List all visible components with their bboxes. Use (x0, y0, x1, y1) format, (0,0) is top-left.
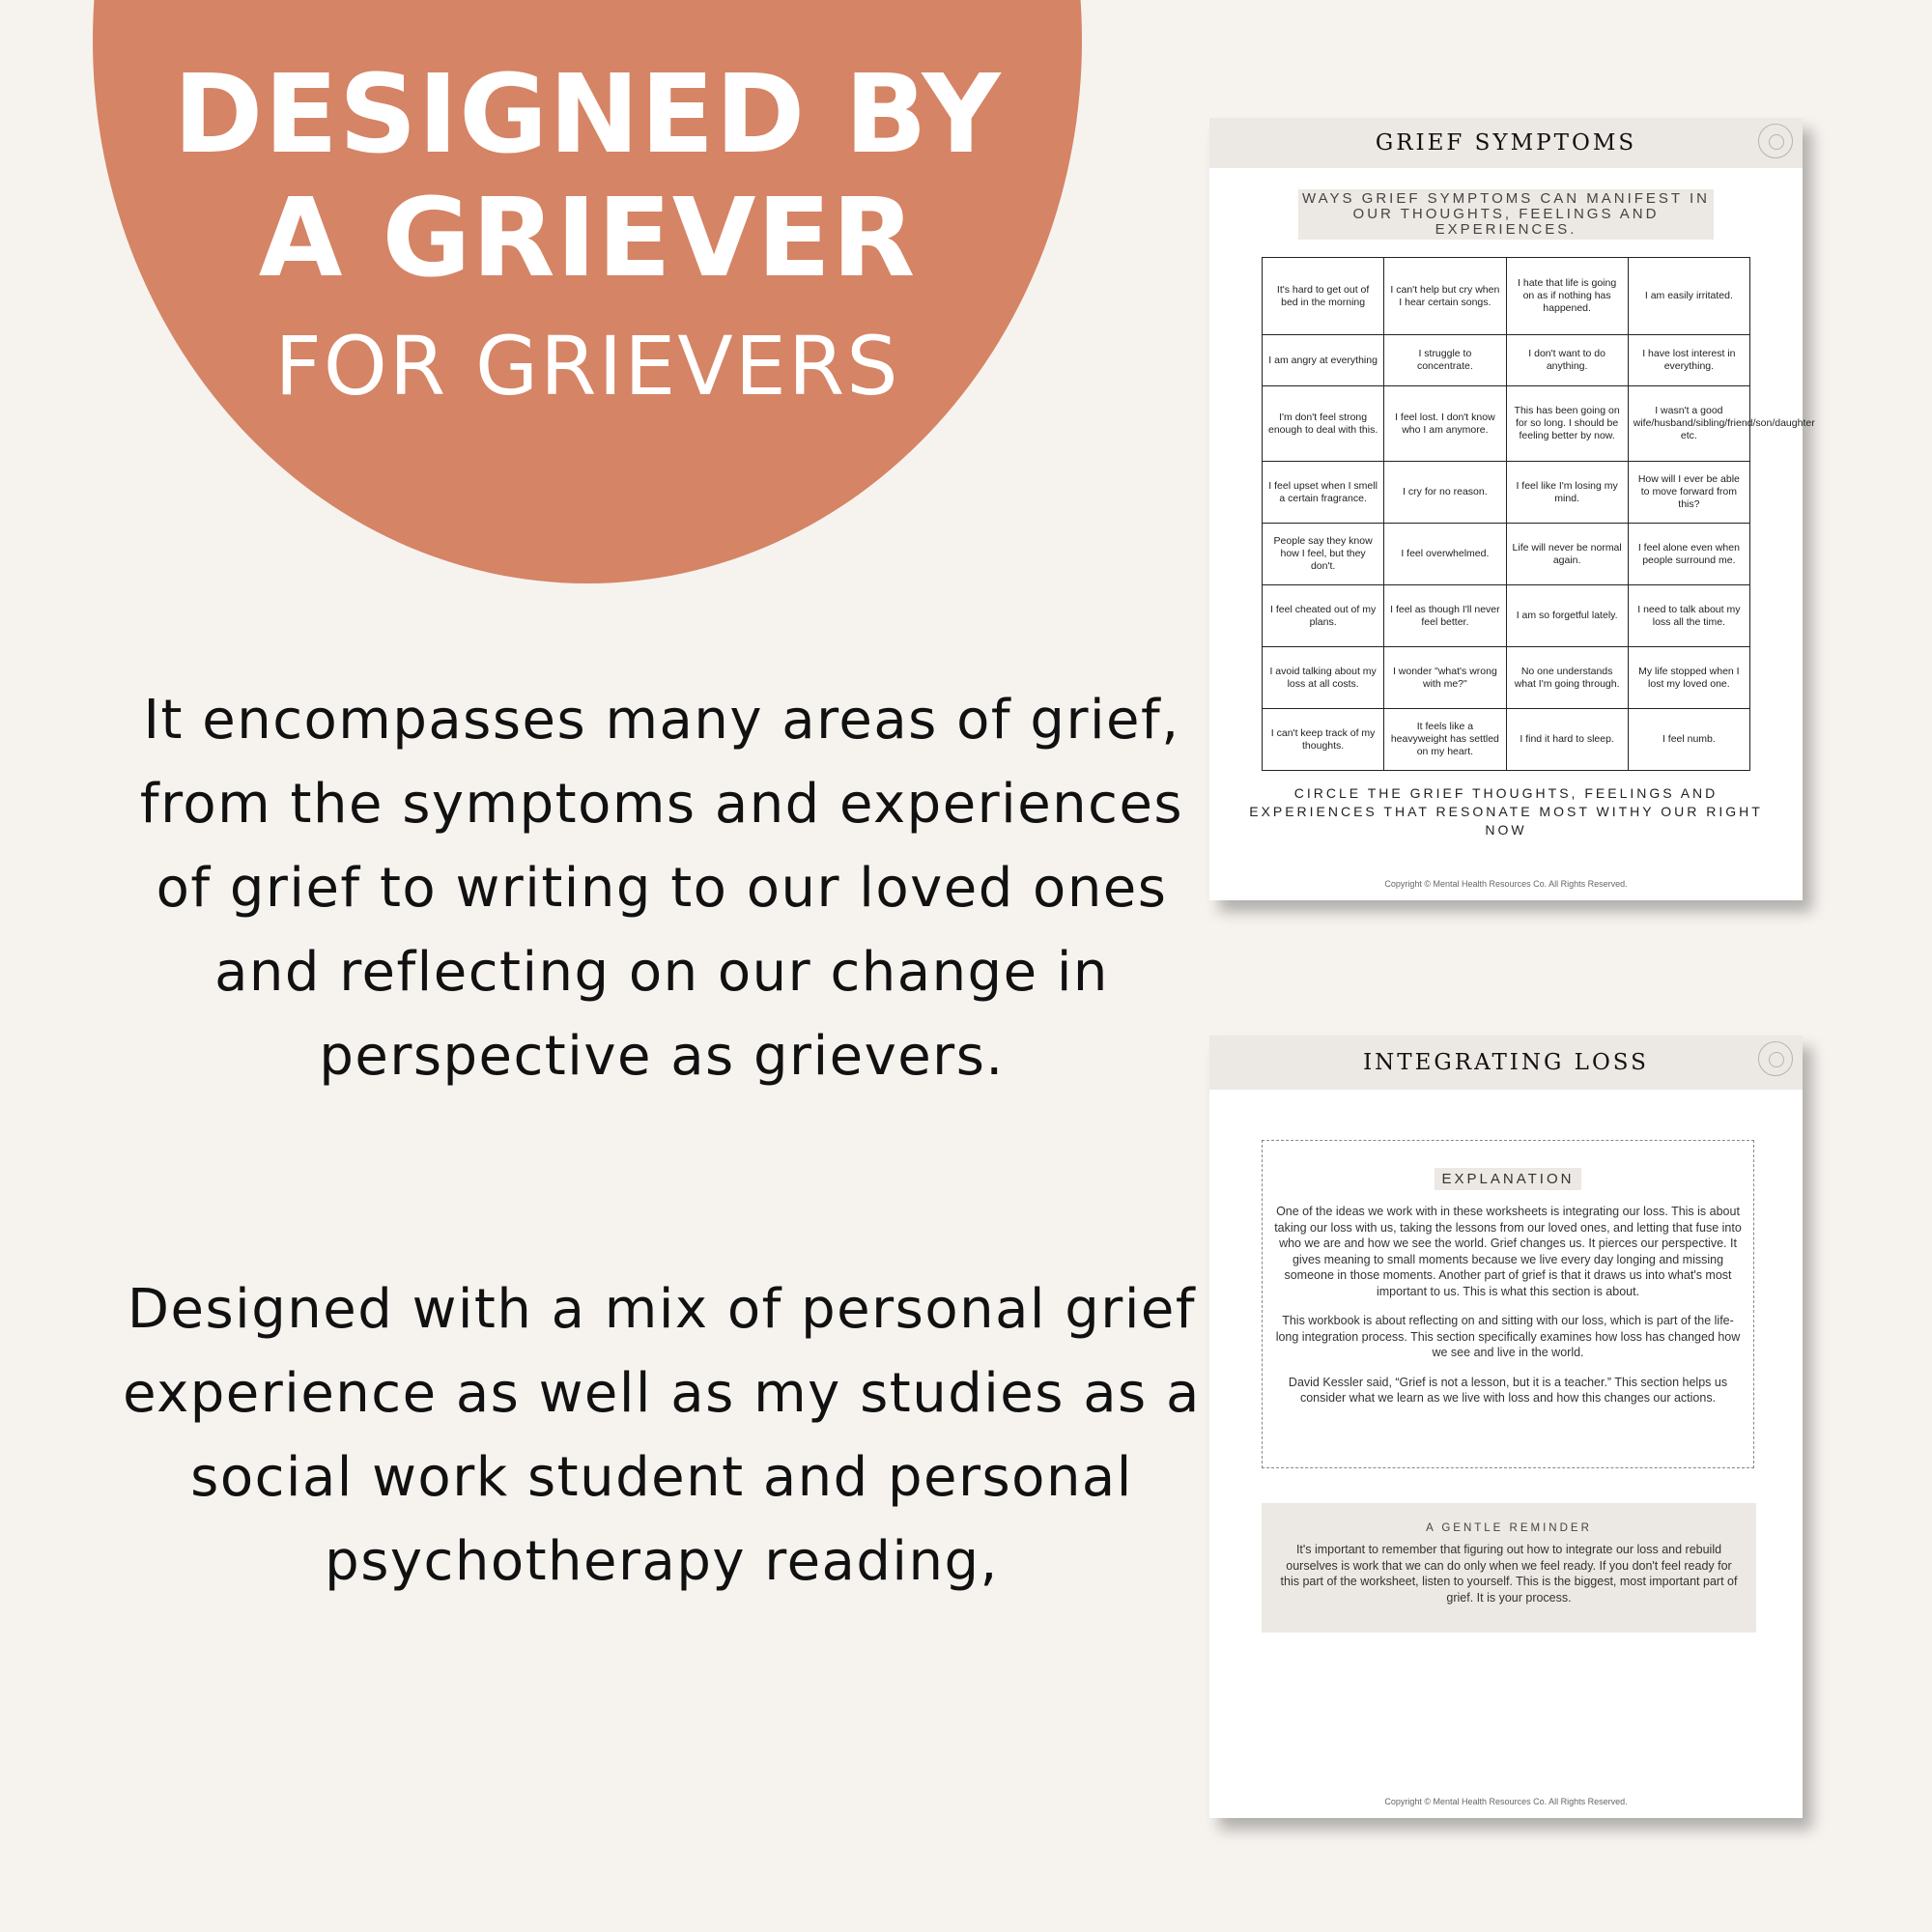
grid-cell[interactable]: I avoid talking about my loss at all costs. (1263, 647, 1384, 709)
headline-line-1: DESIGNED BY (173, 52, 1002, 178)
grid-cell[interactable]: I wonder "what's wrong with me?" (1384, 647, 1506, 709)
reminder-title: A GENTLE REMINDER (1426, 1522, 1592, 1534)
grid-cell[interactable]: This has been going on for so long. I should be feeling better by now. (1506, 386, 1628, 462)
grid-cell[interactable]: I feel cheated out of my plans. (1263, 585, 1384, 647)
explanation-paragraph-2: This workbook is about reflecting on and sitting with our loss, which is part of the life-long integration process. This section specifically examines how loss has changed how we see and live in the world. (1275, 1314, 1741, 1359)
grid-row (1263, 524, 1750, 585)
grid-cell[interactable]: People say they know how I feel, but they don't. (1263, 524, 1384, 585)
worksheet-grief-symptoms (1209, 118, 1815, 900)
grid-cell[interactable]: I feel lost. I don't know who I am anymore. (1384, 386, 1506, 462)
copyright-notice: Copyright © Mental Health Resources Co. All Rights Reserved. (1384, 879, 1628, 889)
description-paragraph-1: It encompasses many areas of grief, from the symptoms and experiences of grief to writing to our loved ones and reflecting on our change in perspective as grievers. (139, 689, 1184, 1088)
grid-cell[interactable]: I am so forgetful lately. (1506, 585, 1628, 647)
grid-cell[interactable]: I struggle to concentrate. (1384, 335, 1506, 386)
grid-row (1263, 462, 1750, 524)
grid-cell[interactable]: I hate that life is going on as if nothing has happened. (1506, 258, 1628, 335)
grid-row (1263, 335, 1750, 386)
logo-badge-icon (1758, 1041, 1793, 1076)
grid-cell[interactable]: It feels like a heavyweight has settled on my heart. (1384, 709, 1506, 771)
grid-row (1263, 585, 1750, 647)
grid-cell[interactable]: I feel alone even when people surround me. (1628, 524, 1749, 585)
grid-cell[interactable]: Life will never be normal again. (1506, 524, 1628, 585)
grid-cell[interactable]: I need to talk about my loss all the time. (1628, 585, 1749, 647)
explanation-paragraph-3: David Kessler said, “Grief is not a lesson, but it is a teacher.” This section helps us consider what we learn as we live with loss and how this changes our actions. (1288, 1375, 1728, 1405)
grid-row (1263, 386, 1750, 462)
grid-cell[interactable]: I am angry at everything (1263, 335, 1384, 386)
grid-row (1263, 258, 1750, 335)
grid-cell[interactable]: I feel like I'm losing my mind. (1506, 462, 1628, 524)
grid-cell[interactable]: I have lost interest in everything. (1628, 335, 1749, 386)
explanation-paragraph-1: One of the ideas we work with in these worksheets is integrating our loss. This is about taking our loss with us, taking the lessons from our loved ones, and letting that fuse into who we are and how we see the world. Grief changes us. It pierces our perspective. It gives meaning to small moments because we live every day longing and missing someone in those moments. Another part of grief is that it draws us into what's most important to us. This is what this section is about. (1274, 1205, 1742, 1298)
copyright-notice: Copyright © Mental Health Resources Co. All Rights Reserved. (1384, 1797, 1628, 1806)
grid-cell[interactable]: I feel as though I'll never feel better. (1384, 585, 1506, 647)
grid-cell[interactable]: I wasn't a good wife/husband/sibling/friend/son/daughter etc. (1628, 386, 1749, 462)
headline-subline: FOR GRIEVERS (274, 319, 900, 413)
headline (93, 53, 1082, 412)
explanation-title: EXPLANATION (1435, 1168, 1582, 1190)
grid-row (1263, 709, 1750, 771)
gentle-reminder-box (1262, 1503, 1756, 1633)
grid-cell[interactable]: I am easily irritated. (1628, 258, 1749, 335)
grid-cell[interactable]: I feel overwhelmed. (1384, 524, 1506, 585)
grid-cell[interactable]: How will I ever be able to move forward from this? (1628, 462, 1749, 524)
symptoms-grid (1262, 257, 1815, 771)
grid-cell[interactable]: I find it hard to sleep. (1506, 709, 1628, 771)
grid-cell[interactable]: I can't help but cry when I hear certain songs. (1384, 258, 1506, 335)
reminder-text: It's important to remember that figuring out how to integrate our loss and rebuild ourselves is work that we can do only when we feel ready. If you don't feel ready for this part of the worksheet, listen to yourself. This is the biggest, most important part of grief. It is your process. (1280, 1543, 1738, 1605)
worksheet-header (1209, 1036, 1803, 1090)
grid-cell[interactable]: I feel numb. (1628, 709, 1749, 771)
grid-cell[interactable]: I don't want to do anything. (1506, 335, 1628, 386)
logo-badge-icon (1758, 124, 1793, 158)
description-paragraph-2: Designed with a mix of personal grief experience as well as my studies as a social work student and personal psychotherapy reading, (123, 1278, 1201, 1593)
worksheet-title: GRIEF SYMPTOMS (1375, 130, 1637, 156)
grid-cell[interactable]: My life stopped when I lost my loved one. (1628, 647, 1749, 709)
headline-line-2: A GRIEVER (258, 176, 917, 301)
worksheet-header (1209, 118, 1803, 168)
grid-row (1263, 647, 1750, 709)
grid-cell[interactable]: I cry for no reason. (1384, 462, 1506, 524)
worksheet-integrating-loss (1209, 1036, 1803, 1818)
worksheet-subtitle: WAYS GRIEF SYMPTOMS CAN MANIFEST IN OUR THOUGHTS, FEELINGS AND EXPERIENCES. (1298, 189, 1714, 240)
grid-cell[interactable]: No one understands what I'm going through. (1506, 647, 1628, 709)
worksheet-instruction: CIRCLE THE GRIEF THOUGHTS, FEELINGS AND EXPERIENCES THAT RESONATE MOST WITHY OUR RIGHT NOW (1249, 785, 1763, 838)
grid-cell[interactable]: I feel upset when I smell a certain fragrance. (1263, 462, 1384, 524)
grid-cell[interactable]: I'm don't feel strong enough to deal with this. (1263, 386, 1384, 462)
grid-cell[interactable]: I can't keep track of my thoughts. (1263, 709, 1384, 771)
grid-cell[interactable]: It's hard to get out of bed in the morning (1263, 258, 1384, 335)
worksheet-title: INTEGRATING LOSS (1363, 1050, 1649, 1075)
explanation-box (1262, 1140, 1754, 1468)
